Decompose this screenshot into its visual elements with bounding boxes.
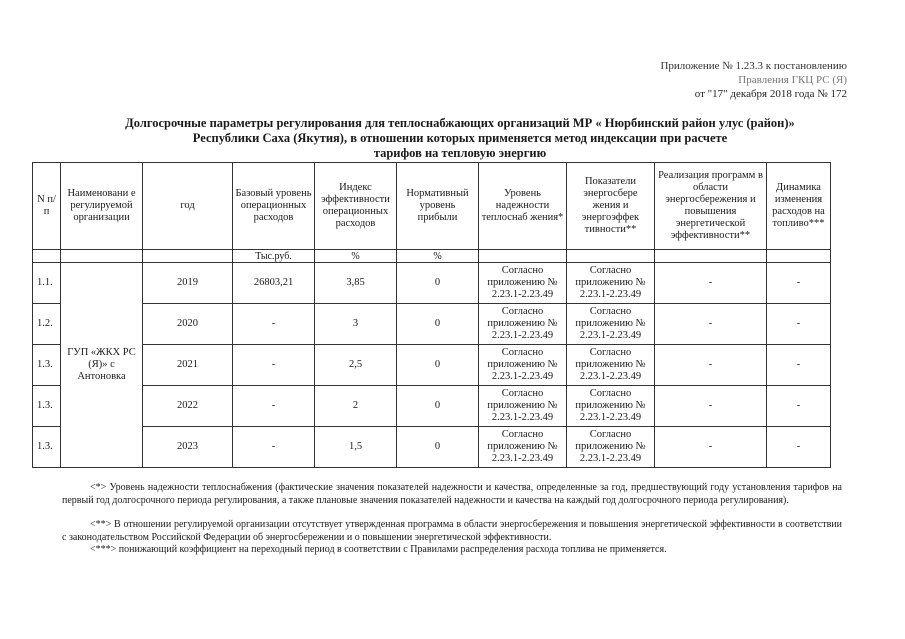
program-cell: - — [655, 304, 767, 345]
reliability-cell: Согласно приложению № 2.23.1-2.23.49 — [479, 263, 567, 304]
base-cell: - — [233, 304, 315, 345]
program-cell: - — [655, 427, 767, 468]
appendix-line: Приложение № 1.23.3 к постановлению — [660, 60, 847, 72]
row-number: 1.3. — [33, 427, 61, 468]
col-header: Показатели энергосбере жения и энергоэффек тивности** — [567, 163, 655, 250]
unit-cell — [479, 250, 567, 263]
fuel-cell: - — [767, 304, 831, 345]
unit-cell — [767, 250, 831, 263]
unit-cell: % — [397, 250, 479, 263]
title-line-2: Республики Саха (Якутия), в отношении которых применяется метод индексации при расчете — [192, 131, 728, 145]
unit-cell — [567, 250, 655, 263]
col-header: Нормативный уровень прибыли — [397, 163, 479, 250]
energy-cell: Согласно приложению № 2.23.1-2.23.49 — [567, 386, 655, 427]
program-cell: - — [655, 386, 767, 427]
table-row — [33, 345, 831, 386]
date-line: от "17" декабря 2018 года № 172 — [694, 88, 847, 100]
base-cell: 26803,21 — [233, 263, 315, 304]
col-header: год — [143, 163, 233, 250]
board-line: Правления ГКЦ РС (Я) — [738, 74, 847, 86]
col-header: Индекс эффективности операционных расходов — [315, 163, 397, 250]
index-cell: 3 — [315, 304, 397, 345]
header-row — [33, 163, 831, 250]
title-line-3: тарифов на тепловую энергию — [373, 146, 547, 160]
fuel-cell: - — [767, 345, 831, 386]
row-number: 1.2. — [33, 304, 61, 345]
table-row — [33, 386, 831, 427]
year-cell: 2023 — [143, 427, 233, 468]
parameters-table — [32, 162, 831, 468]
unit-cell — [143, 250, 233, 263]
index-cell: 2 — [315, 386, 397, 427]
col-header: N п/п — [33, 163, 61, 250]
unit-cell — [655, 250, 767, 263]
program-cell: - — [655, 345, 767, 386]
note-fuel: <***> понижающий коэффициент на переходный период в соответствии с Правилами распределения расхода топлива не применяется. — [90, 544, 667, 555]
program-cell: - — [655, 263, 767, 304]
profit-cell: 0 — [397, 304, 479, 345]
energy-cell: Согласно приложению № 2.23.1-2.23.49 — [567, 263, 655, 304]
year-cell: 2021 — [143, 345, 233, 386]
table-row — [33, 427, 831, 468]
profit-cell: 0 — [397, 386, 479, 427]
index-cell: 1,5 — [315, 427, 397, 468]
fuel-cell: - — [767, 386, 831, 427]
col-header: Наименовани е регулируемой организации — [61, 163, 143, 250]
organization-name: ГУП «ЖКХ РС (Я)» с Антоновка — [61, 263, 143, 468]
col-header: Базовый уровень операционных расходов — [233, 163, 315, 250]
energy-cell: Согласно приложению № 2.23.1-2.23.49 — [567, 304, 655, 345]
year-cell: 2019 — [143, 263, 233, 304]
unit-cell — [61, 250, 143, 263]
unit-cell — [33, 250, 61, 263]
unit-cell: Тыс.руб. — [233, 250, 315, 263]
reliability-cell: Согласно приложению № 2.23.1-2.23.49 — [479, 345, 567, 386]
year-cell: 2020 — [143, 304, 233, 345]
year-cell: 2022 — [143, 386, 233, 427]
note-energy-program: <**> В отношении регулируемой организации отсутствует утвержденная программа в области энергосбережения и повышения энергетической эффективности в соответствии с законодательством Российской Федерации об энергосбережении и о повышении энергетической эффективности. — [62, 519, 842, 543]
col-header: Динамика изменения расходов на топливо*** — [767, 163, 831, 250]
reliability-cell: Согласно приложению № 2.23.1-2.23.49 — [479, 386, 567, 427]
base-cell: - — [233, 427, 315, 468]
index-cell: 2,5 — [315, 345, 397, 386]
profit-cell: 0 — [397, 427, 479, 468]
col-header: Реализация программ в области энергосбережения и повышения энергетической эффективности** — [655, 163, 767, 250]
col-header: Уровень надежности теплоснаб жения* — [479, 163, 567, 250]
table-row — [33, 304, 831, 345]
profit-cell: 0 — [397, 345, 479, 386]
table-row — [33, 263, 831, 304]
index-cell: 3,85 — [315, 263, 397, 304]
reliability-cell: Согласно приложению № 2.23.1-2.23.49 — [479, 304, 567, 345]
reliability-cell: Согласно приложению № 2.23.1-2.23.49 — [479, 427, 567, 468]
row-number: 1.3. — [33, 345, 61, 386]
note-reliability: <*> Уровень надежности теплоснабжения (фактические значения показателей надежности и качества, определенные за год, предшествующий году установления тарифов на первый год долгосрочного периода регулирования, а также плановые значения показателей надежности и качества на каждый год долгосрочного периода регулирования). — [62, 482, 842, 506]
energy-cell: Согласно приложению № 2.23.1-2.23.49 — [567, 427, 655, 468]
units-row — [33, 250, 831, 263]
energy-cell: Согласно приложению № 2.23.1-2.23.49 — [567, 345, 655, 386]
fuel-cell: - — [767, 427, 831, 468]
row-number: 1.1. — [33, 263, 61, 304]
base-cell: - — [233, 386, 315, 427]
fuel-cell: - — [767, 263, 831, 304]
base-cell: - — [233, 345, 315, 386]
title-line-1: Долгосрочные параметры регулирования для теплоснабжающих организаций МР « Нюрбинский район улус (район)» — [125, 116, 795, 130]
profit-cell: 0 — [397, 263, 479, 304]
unit-cell: % — [315, 250, 397, 263]
row-number: 1.3. — [33, 386, 61, 427]
